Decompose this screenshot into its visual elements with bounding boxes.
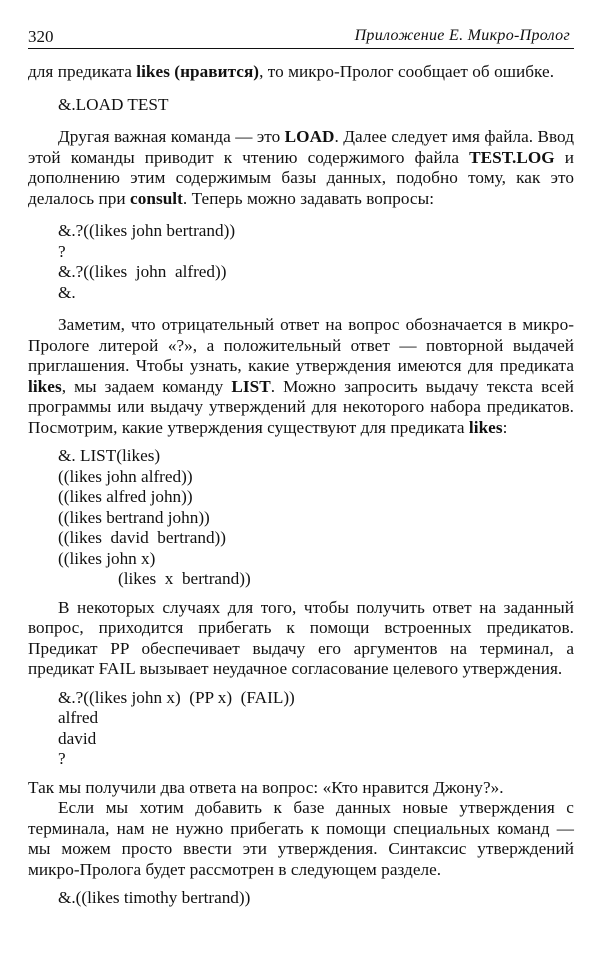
code-block-fail xyxy=(28,688,574,770)
code-line: ((likes bertrand john)) xyxy=(58,507,210,527)
code-line: &.LOAD TEST xyxy=(58,94,169,114)
paragraph-5 xyxy=(28,778,574,799)
code-line: &.?((likes john bertrand)) xyxy=(58,221,236,240)
paragraph-3 xyxy=(28,315,574,438)
code-block-queries xyxy=(28,221,574,303)
paragraph-2 xyxy=(28,127,574,209)
text: . Теперь можно задавать вопросы: xyxy=(182,188,435,208)
code-line: &.?((likes john x) (PP x) (FAIL)) xyxy=(58,687,295,707)
paragraph-1 xyxy=(28,62,574,83)
text: , то микро-Пролог сообщает об ошибке. xyxy=(259,62,555,81)
bold-term: likes (нравится) xyxy=(136,62,260,81)
text: . Далее следует имя файла. Ввод этой команды приводит к чтению содержимого файла xyxy=(28,127,574,167)
code-line: &. xyxy=(58,282,76,302)
text: Так мы получили два ответа на вопрос: «Кто нравится Джону?». xyxy=(28,777,504,797)
code-line: ((likes alfred john)) xyxy=(58,487,193,506)
code-line: alfred xyxy=(58,708,99,727)
text: и дополнению этим содержимым базы данных, подобно тому, как это делалось при xyxy=(28,147,574,208)
bold-term: likes xyxy=(28,376,62,396)
code-block-list xyxy=(28,446,574,590)
code-line: ? xyxy=(58,749,66,768)
code-line-continued: (likes x bertrand)) xyxy=(118,569,251,588)
code-line: &. LIST(likes) xyxy=(58,446,161,465)
text: Если мы хотим добавить к базе данных новые утверждения с терминала, нам не нужно прибегать к помощи специальных команд — мы можем просто ввести эти утверждения. Синтаксис утверждений микро-Пролога будет рассмотрен в следующем разделе. xyxy=(28,798,574,879)
bold-term: likes xyxy=(468,417,503,437)
code-block-assert xyxy=(28,888,574,909)
text: , мы задаем команду xyxy=(61,376,232,396)
code-line: ((likes john alfred)) xyxy=(58,466,193,486)
page-number: 320 xyxy=(28,27,54,46)
bold-term: LIST xyxy=(231,376,271,396)
code-line: &.?((likes john alfred)) xyxy=(58,262,227,281)
code-line: &.((likes timothy bertrand)) xyxy=(58,888,251,907)
text: В некоторых случаях для того, чтобы получить ответ на заданный вопрос, приходится прибегать к помощи встроенных предикатов. Предикат PP обеспечивает выдачу его аргументов на терминал, а предикат FAIL вызывает неудачное согласование целевого утверждения. xyxy=(28,597,574,678)
text: для предиката xyxy=(28,62,137,81)
code-block-load xyxy=(28,95,574,116)
code-line: ((likes david bertrand)) xyxy=(58,528,226,547)
text: : xyxy=(502,417,508,437)
code-line: david xyxy=(58,728,97,748)
text: Другая важная команда — это xyxy=(58,127,285,146)
code-line: ((likes john x) xyxy=(58,548,156,568)
running-title: Приложение Е. Микро-Пролог xyxy=(354,27,570,44)
bold-term: consult xyxy=(130,188,183,208)
paragraph-6 xyxy=(28,798,574,880)
text: Заметим, что отрицательный ответ на вопрос обозначается в микро-Прологе литерой «?», а положительный ответ — повторной выдачей приглашения. Чтобы узнать, какие утверждения имеются для предиката xyxy=(28,315,574,375)
code-line: ? xyxy=(58,241,66,261)
paragraph-4 xyxy=(28,598,574,680)
bold-term: TEST.LOG xyxy=(469,147,555,167)
body-text xyxy=(28,62,574,909)
page-header xyxy=(28,24,574,49)
text: . Можно запросить выдачу текста всей программы или выдачу утверждений для некоторого набора предикатов. Посмотрим, какие утверждения существуют для предиката xyxy=(28,376,574,437)
bold-term: LOAD xyxy=(284,127,335,146)
